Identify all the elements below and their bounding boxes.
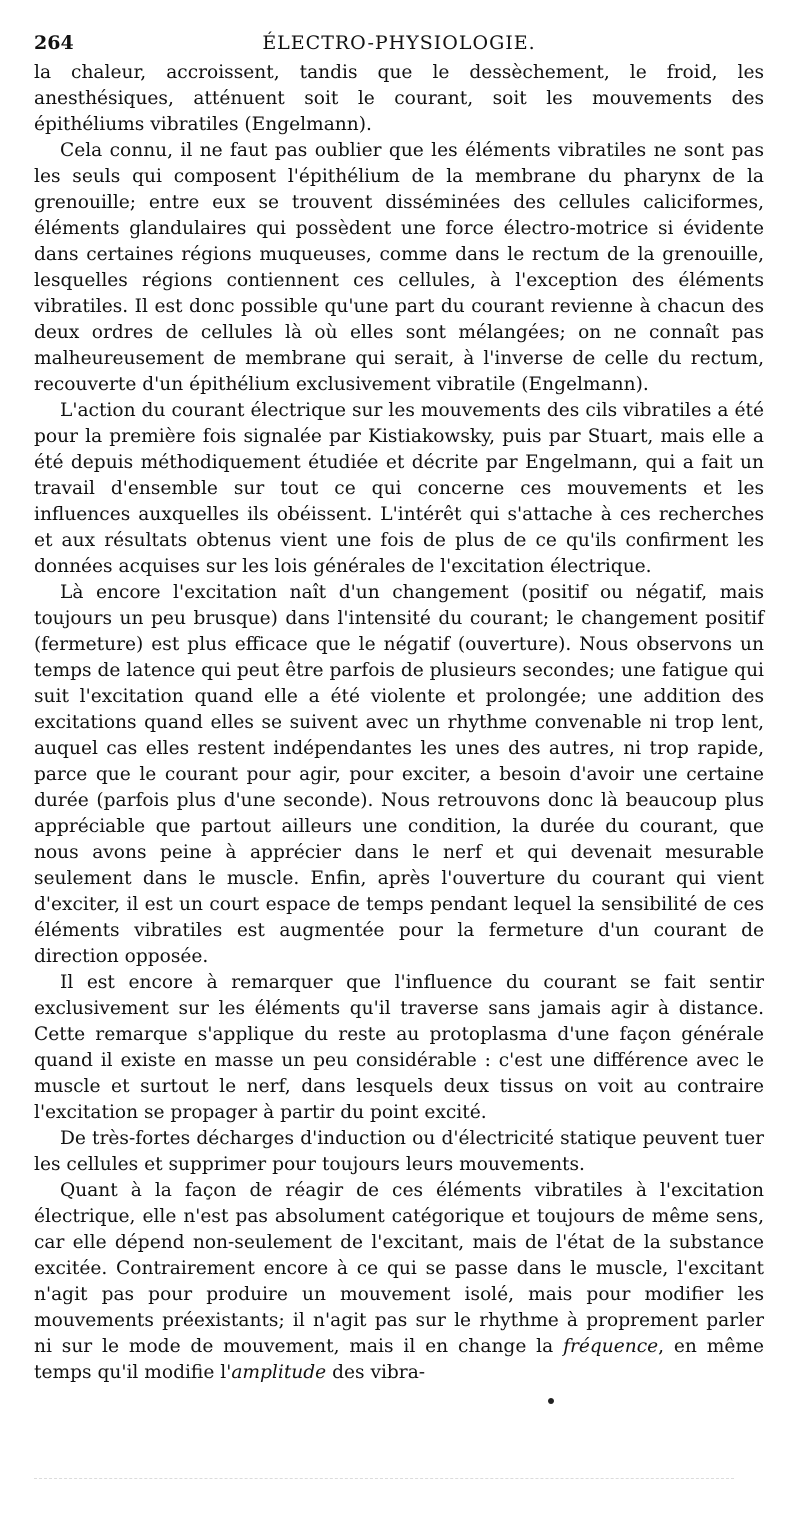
- emphasis-amplitude: amplitude: [231, 1362, 327, 1383]
- running-title: ÉLECTRO-PHYSIOLOGIE.: [262, 32, 536, 54]
- paragraph: [34, 1178, 764, 1386]
- paragraph: L'action du courant électrique sur les mouvements des cils vibratiles a été pour la première fois signalée par Kistiakowsky, puis par Stuart, mais elle a été depuis méthodiquement étudiée et décrite par Engelmann, qui a fait un travail d'ensemble sur tout ce qui concerne ces mouvements et les influences auxquelles ils obéissent. L'intérêt qui s'attache à ces recherches et aux résultats obtenus vient une fois de plus de ce qu'ils confirment les données acquises sur les lois générales de l'excitation électrique.: [34, 400, 764, 577]
- printer-mark: [548, 1398, 554, 1404]
- running-head: [34, 30, 764, 56]
- paragraph: Là encore l'excitation naît d'un changement (positif ou négatif, mais toujours un peu brusque) dans l'intensité du courant; le changement positif (fermeture) est plus efficace que le négatif (ouverture). Nous observons un temps de latence qui peut être parfois de plusieurs secondes; une fatigue qui suit l'excitation quand elle a été violente et prolongée; une addition des excitations quand elles se suivent avec un rhythme convenable ni trop lent, auquel cas elles restent indépendantes les unes des autres, ni trop rapide, parce que le courant pour agir, pour exciter, a besoin d'avoir une certaine durée (parfois plus d'une seconde). Nous retrouvons donc là beaucoup plus appréciable que partout ailleurs une condition, la durée du courant, que nous avons peine à apprécier dans le nerf et qui devenait mesurable seulement dans le muscle. Enfin, après l'ouverture du courant qui vient d'exciter, il est un court espace de temps pendant lequel la sensibilité de ces éléments vibratiles est augmentée pour la fermeture d'un courant de direction opposée.: [34, 582, 764, 967]
- paragraph-continuation: la chaleur, accroissent, tandis que le dessèchement, le froid, les anesthésiques, atténuent soit le courant, soit les mouvements des épithéliums vibratiles (Engelmann).: [34, 62, 764, 135]
- paragraph-text: des vibra-: [326, 1362, 426, 1383]
- paragraph-text: , en même temps qu'il modifie l': [34, 1336, 765, 1383]
- scan-artifact-line: [34, 1478, 734, 1479]
- page-number: 264: [34, 32, 74, 54]
- paragraph: Il est encore à remarquer que l'influence du courant se fait sentir exclusivement sur les éléments qu'il traverse sans jamais agir à distance. Cette remarque s'applique du reste au protoplasma d'une façon générale quand il existe en masse un peu considérable : c'est une différence avec le muscle et surtout le nerf, dans lesquels deux tissus on voit au contraire l'excitation se propager à partir du point excité.: [34, 972, 764, 1123]
- body-text: [34, 60, 764, 1386]
- paragraph: Cela connu, il ne faut pas oublier que les éléments vibratiles ne sont pas les seuls qui composent l'épithélium de la membrane du pharynx de la grenouille; entre eux se trouvent disséminées des cellules caliciformes, éléments glandulaires qui possèdent une force électro-motrice si évidente dans certaines régions muqueuses, comme dans le rectum de la grenouille, lesquelles régions contiennent ces cellules, à l'exception des éléments vibratiles. Il est donc possible qu'une part du courant revienne à chacun des deux ordres de cellules là où elles sont mélangées; on ne connaît pas malheureusement de membrane qui serait, à l'inverse de celle du rectum, recouverte d'un épithélium exclusivement vibratile (Engelmann).: [34, 140, 764, 395]
- emphasis-frequence: fréquence: [563, 1336, 659, 1357]
- paragraph-text: Quant à la façon de réagir de ces éléments vibratiles à l'excitation électrique, elle n'est pas absolument catégorique et toujours de même sens, car elle dépend non-seulement de l'excitant, mais de l'état de la substance excitée. Contrairement encore à ce qui se passe dans le muscle, l'excitant n'agit pas pour produire un mouvement isolé, mais pour modifier les mouvements préexistants; il n'agit pas sur le rhythme à proprement parler ni sur le mode de mouvement, mais il en change la: [34, 1180, 764, 1357]
- paragraph: De très-fortes décharges d'induction ou d'électricité statique peuvent tuer les cellules et supprimer pour toujours leurs mouvements.: [34, 1128, 764, 1175]
- book-page: [34, 30, 764, 1386]
